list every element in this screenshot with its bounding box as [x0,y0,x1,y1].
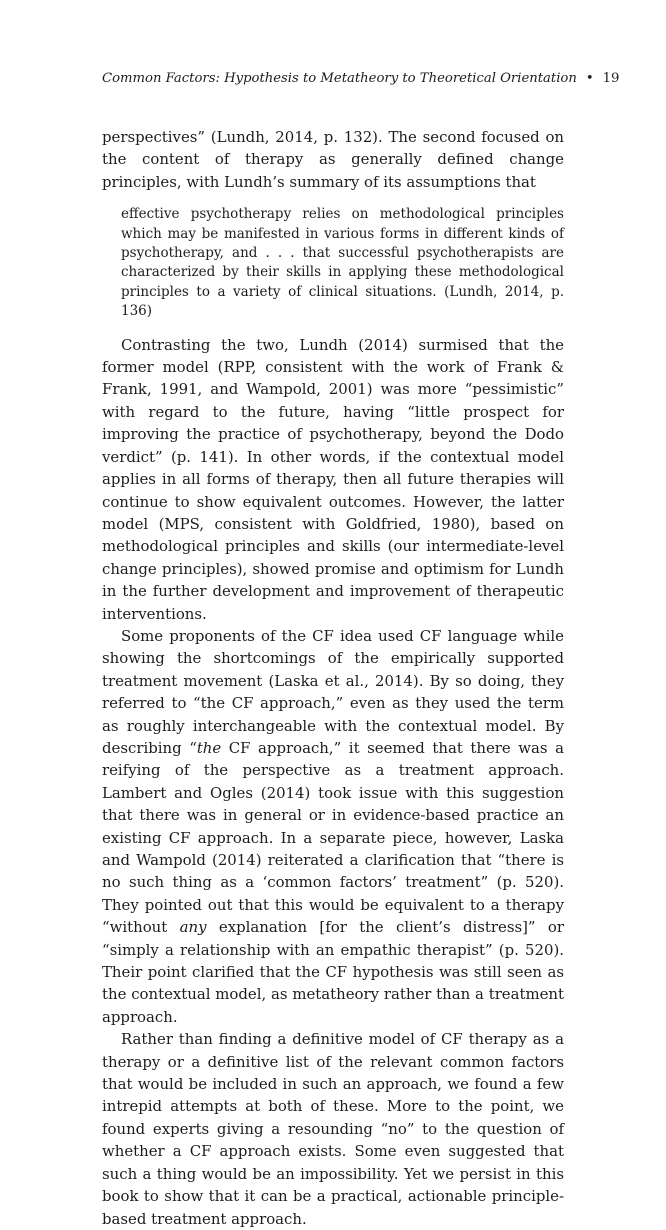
body-text [102,126,564,1230]
page-number: 19 [602,71,620,86]
paragraph-rather-than: Rather than finding a definitive model of CF therapy as a therapy or a definitive list of the relevant common factors that would be included in such an approach, we found a few intrepid attempts at both of these. More to the point, we found experts giving a resounding “no” to the question of whether a CF approach exists. Some even suggested that such a thing would be an impossibility. Yet we persist in this book to show that it can be a practical, actionable principle-based treatment approach. [102,1030,564,1228]
emphasis-text: any [179,918,207,937]
text-run: Some proponents of the CF idea used CF language while showing the shortcomings of the empirically supported treatment movement (Laska et al., 2014). By so doing, they referred to “the CF approach,” even as they used the term as roughly interchangeable with the contextual model. By describing “ [102,626,564,757]
running-title: Common Factors: Hypothesis to Metatheory to Theoretical Orientation [102,71,577,86]
text-run: CF approach,” it seemed that there was a reifying of the perspective as a treatment approach. Lambert and Ogles (2014) took issue with this suggestion that there was in general or in evidence-based practice an existing CF approach. In a separate piece, however, Laska and Wampold (2014) reiterated a clarification that “there is no such thing as a ‘common factors’ treatment” (p. 520). They pointed out that this would be equivalent to a therapy “without [102,738,564,937]
block-quote: effective psychotherapy relies on methodological principles which may be manifested in various forms in different kinds of psychotherapy, and . . . that successful psychotherapists are characterized by their skills in applying these methodological principles to a variety of clinical situations. (Lundh, 2014, p. 136) [121,206,564,320]
header-separator: • [585,71,594,86]
text-run: explanation [for the client’s distress]” or “simply a relationship with an empathic therapist” (p. 520). Their point clarified that the CF hypothesis was still seen as the contextual model, as metatheory rather than a treatment approach. [102,918,565,1026]
running-header [102,70,620,88]
paragraph-contrasting: Contrasting the two, Lundh (2014) surmised that the former model (RPP, consistent with the work of Frank & Frank, 1991, and Wampold, 2001) was more “pessimistic” with regard to the future, having “little prospect for improving the practice of psychotherapy, beyond the Dodo verdict” (p. 141). In other words, if the contextual model applies in all forms of therapy, then all future therapies will continue to show equivalent outcomes. However, the latter model (MPS, consistent with Goldfried, 1980), based on methodological principles and skills (our intermediate-level change principles), showed promise and optimism for Lundh in the further development and improvement of therapeutic interventions. [102,335,564,623]
emphasis-text: the [196,738,222,757]
paragraph-proponents [102,625,564,1028]
paragraph-continuation: perspectives” (Lundh, 2014, p. 132). The second focused on the content of therapy as generally defined change principles, with Lundh’s summary of its assumptions that [102,128,564,191]
